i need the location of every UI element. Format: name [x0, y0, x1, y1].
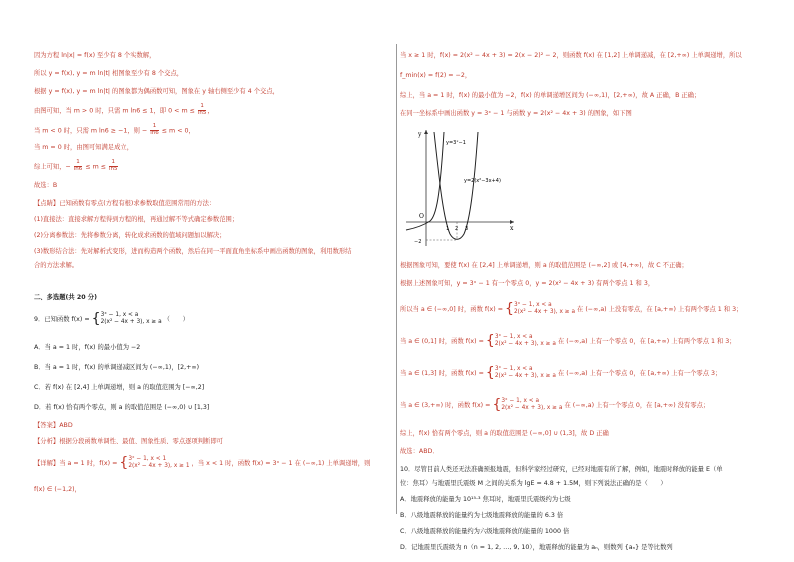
solution-line: 根据图象可知，要使 f(x) 在 [2,4] 上单调递增，则 a 的取值范围是 (−∞,2] 或 [4,+∞)，故 C 不正确；	[400, 262, 688, 269]
option-c: C．若 f(x) 在 [2,4] 上单调递增，则 a 的取值范围为 [−∞,2]	[34, 384, 205, 391]
answer-line: 故选：B	[34, 182, 58, 189]
tick-label: 3	[465, 226, 469, 232]
question-9: 9．已知函数 f(x) = {3ˣ − 1, x < a 2(x² − 4x + 3), x ≥ a （ ）	[34, 311, 189, 327]
column-divider	[396, 44, 397, 514]
fraction: $\frac{1}{\ln 6}$	[73, 159, 83, 172]
solution-line: 所以 y = f(x), y = m ln|t| 相图象至少有 8 个交点，	[34, 70, 184, 77]
option-a: A．当 a = 1 时，f(x) 的最小值为 −2	[34, 344, 141, 351]
solution-line: 在同一坐标系中画出函数 y = 3ˣ − 1 与函数 y = 2(x² − 4x + 3) 的图象，如下图	[400, 110, 632, 117]
option-b: B．当 a = 1 时，f(x) 的单调递减区间为 (−∞,1)，[2,+∞)	[34, 364, 200, 371]
question-10: 位：焦耳）与地震里氏震级 M 之间的关系为 lgE = 4.8 + 1.5M，则下列说法正确的是（ ）	[400, 480, 667, 487]
parabola-curve	[434, 132, 478, 239]
case-line: 当 a ∈ (0,1] 时，函数 f(x) = {3ˣ − 1, x < a 2(x² − 4x + 3), x ≥ a 在 (−∞,a) 上有一个零点 0，在 [a,+∞) 上有两个零点 1 和 3；	[400, 333, 736, 349]
option-d: D．记地震里氏震级为 n（n = 1, 2, …, 9, 10），地震释放的能量为 aₙ，则数列 {aₙ} 是等比数列	[400, 544, 673, 551]
solution-line: 综上，当 a = 1 时，f(x) 的最小值为 −2，f(x) 的单调递增区间为 (−∞,1)，[2,+∞)，故 A 正确，B 正确；	[400, 92, 701, 99]
case-line: 当 a ∈ (1,3] 时，函数 f(x) = {3ˣ − 1, x < a 2(x² − 4x + 3), x ≥ a 在 (−∞,a) 上有一个零点 0，在 [a,+∞) 上有一个零点 3；	[400, 365, 722, 381]
tick-label: 1	[446, 226, 450, 232]
option-b: B．八级地震释放的能量约为七级地震释放的能量的 6.3 倍	[400, 512, 564, 519]
option-c: C．八级地震释放的能量约为六级地震释放的能量的 1000 倍	[400, 528, 570, 535]
x-axis-label: x	[510, 225, 514, 232]
solution-line: 当 x ≥ 1 时，f(x) = 2(x² − 4x + 3) = 2(x − 2)² − 2，则函数 f(x) 在 [1,2] 上单调递减，在 [2,+∞) 上单调递增，所以	[400, 52, 742, 59]
tip-title: 【点睛】已知函数有零点(方程有根)求参数取值范围常用的方法：	[34, 200, 216, 207]
analysis-label: 【分析】根据分段函数单调性、最值、图象性质、零点逐项判断即可	[34, 438, 223, 445]
solution-line: 根据上述图象可知，y = 3ˣ − 1 有一个零点 0，y = 2(x² − 4x + 3) 有两个零点 1 和 3，	[400, 280, 655, 287]
case-line: 所以当 a ∈ (−∞,0] 时，函数 f(x) = {3ˣ − 1, x < a 2(x² − 4x + 3), x ≥ a 在 (−∞,a) 上没有零点，在 [a,+∞) 上有两个零点 1 和 3；	[400, 301, 743, 317]
solution-line: 当 m < 0 时，只需 m ln6 ≥ −1，则 − $\frac{1}{\ln 6}$ ≤ m < 0，	[34, 123, 195, 136]
y-axis-label: y	[418, 131, 422, 138]
curve-label: y=3ˣ−1	[446, 140, 466, 146]
tick-label: 2	[455, 226, 459, 232]
answer-line: 故选：ABD．	[400, 448, 439, 455]
detail-line: f(x) ∈ (−1,2)，	[34, 486, 81, 493]
solution-line: f_min(x) = f(2) = −2，	[400, 72, 472, 79]
case-line: 当 a ∈ (3,+∞) 时，函数 f(x) = {3ˣ − 1, x < a 2(x² − 4x + 3), x ≥ a 在 (−∞,a) 上有一个零点 0，在 [a,+∞) 没有零点；	[400, 397, 710, 413]
tick-label: −2	[414, 239, 422, 245]
tip-item: (3)数形结合法：先对解析式变形，进而构造两个函数，然后在同一平面直角坐标系中画出函数的图象，利用数形结	[34, 248, 352, 255]
detail-line: 【详解】当 a = 1 时，f(x) = {3ˣ − 1, x < 1 2(x² − 4x + 3), x ≥ 1 ，当 x < 1 时，函数 f(x) = 3ˣ − 1 在 (−∞,1) 上单调递增，则	[34, 455, 371, 471]
fraction: $\frac{1}{\ln 5}$	[197, 103, 207, 116]
tip-item: (1)直接法：直接求解方程得到方程的根，再通过解不等式确定参数范围；	[34, 216, 239, 223]
solution-line: 当 m = 0 时，由图可知满足成立，	[34, 144, 133, 151]
y-axis-arrow	[424, 130, 428, 134]
question-10: 10．尽管目前人类还无法准确预报地震，但科学家经过研究，已经对地震有所了解，例如，地震时释放的能量 E（单	[400, 466, 723, 473]
solution-line: 由图可知，当 m > 0 时，只需 m ln6 ≤ 1，即 0 < m ≤ $\frac{1}{\ln 5}$ ，	[34, 103, 214, 116]
solution-line: 因为方程 ln|x| = f(x) 至少有 8 个实数解，	[34, 52, 156, 59]
option-a: A．地震释放的能量为 10¹⁵·³ 焦耳时，地震里氏震级约为七级	[400, 496, 571, 503]
section-heading: 二、多选题(共 20 分)	[34, 294, 97, 301]
option-d: D．若 f(x) 恰有两个零点，则 a 的取值范围是 (−∞,0) ∪ [1,3]	[34, 404, 210, 411]
answer-label: 【答案】ABD	[34, 422, 73, 429]
tip-item: 合的方法求解。	[34, 262, 79, 269]
solution-line: 综上，f(x) 恰有两个零点，则 a 的取值范围是 (−∞,0] ∪ (1,3]，故 D 正确	[400, 430, 609, 437]
solution-line: 根据 y = f(x), y = m ln|t| 的图象都为偶函数可知，图象在 y 轴右侧至少有 4 个交点，	[34, 88, 279, 95]
exp-curve	[406, 132, 444, 230]
function-graph	[404, 128, 516, 248]
curve-label: y=2(x²−3x+4)	[464, 178, 501, 184]
tip-item: (2)分离参数法：先将参数分离，转化成求函数的值域问题加以解决；	[34, 232, 226, 239]
x-axis-arrow	[510, 220, 514, 224]
solution-line: 综上可知，− $\frac{1}{\ln 6}$ ≤ m ≤ $\frac{1}{\ln 5}$	[34, 159, 118, 172]
fraction: $\frac{1}{\ln 5}$	[109, 159, 118, 172]
fraction: $\frac{1}{\ln 6}$	[150, 123, 159, 136]
origin-label: O	[419, 213, 424, 220]
